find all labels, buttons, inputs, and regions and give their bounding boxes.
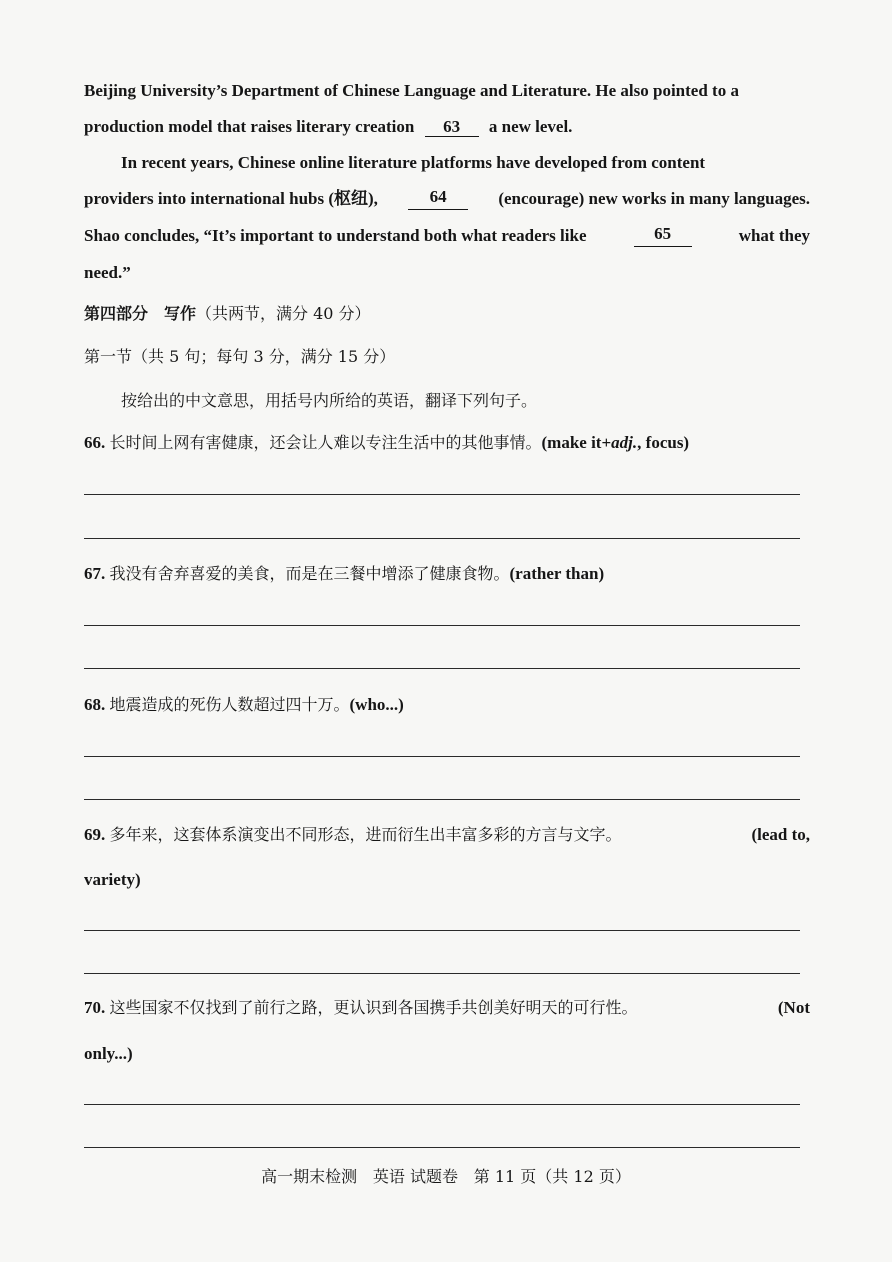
passage-line-1 [84,80,810,102]
answer-line[interactable] [84,538,800,539]
footer-subject: 英语 试题卷 [372,1167,459,1186]
question-text: 地震造成的死伤人数超过四十万。 [109,695,350,714]
subsection-title: 第一节（共 5 句；每句 3 分，满分 15 分） [84,347,396,366]
question-hint: (rather than) [509,564,605,583]
passage-line-6 [84,262,810,284]
passage-line-2 [84,116,810,138]
question-hint: (who...) [349,695,404,714]
question-number: 68. [84,695,106,714]
question-text: 这些国家不仅找到了前行之路，更认识到各国携手共创美好明天的可行性。 [109,998,638,1017]
passage-text: need.” [84,263,131,282]
question-number: 67. [84,564,106,583]
question-hint: , focus) [637,433,690,452]
passage-text: (encourage) new works in many languages. [498,189,810,208]
answer-line[interactable] [84,1147,800,1148]
passage-text: In recent years, Chinese online literature platforms have developed from content [121,153,706,172]
question-hint: variety) [84,870,141,889]
answer-line[interactable] [84,625,800,626]
question-number: 70. [84,998,106,1017]
question-69-cont [84,869,810,891]
answer-line[interactable] [84,930,800,931]
question-text: 我没有舍弃喜爱的美食，而是在三餐中增添了健康食物。 [109,564,510,583]
instruction [121,390,810,412]
passage-line-3 [121,152,810,174]
page-footer [0,1164,892,1187]
question-67 [84,563,810,585]
question-text: 多年来，这套体系演变出不同形态，进而衍生出丰富多彩的方言与文字。 [109,825,622,844]
instruction-text: 按给出的中文意思，用括号内所给的英语，翻译下列句子。 [121,391,538,410]
answer-line[interactable] [84,668,800,669]
answer-line[interactable] [84,1104,800,1105]
section-note: （共两节，满分 40 分） [196,304,371,323]
answer-line[interactable] [84,756,800,757]
blank-64: 64 [408,188,468,210]
footer-page-number: 第 11 页（共 12 页） [473,1167,631,1186]
question-hint: (make it+ [541,433,612,452]
question-66 [84,432,810,454]
question-number: 66. [84,433,106,452]
question-main [84,997,638,1019]
answer-line[interactable] [84,494,800,495]
question-69 [84,824,810,846]
passage-text: Beijing University’s Department of Chinese Language and Literature. He also pointed to a [84,81,739,100]
answer-line[interactable] [84,799,800,800]
passage-line-5 [84,225,810,247]
answer-line[interactable] [84,973,800,974]
question-70 [84,997,810,1019]
blank-63: 63 [425,118,479,137]
footer-exam: 高一期末检测 [261,1167,358,1186]
question-hint: (lead to, [751,825,810,844]
passage-text: Shao concludes, “It’s important to understand both what readers like [84,226,587,245]
question-70-cont [84,1043,810,1065]
question-hint: (Not [777,998,810,1017]
passage-text: providers into international hubs (枢纽), [84,189,378,208]
section-title: 第四部分 写作 [84,304,197,323]
question-68 [84,694,810,716]
question-hint: only...) [84,1044,133,1063]
question-main [84,824,622,846]
passage-text: what they [738,226,810,245]
question-hint-italic: adj. [611,433,638,452]
passage-line-4 [84,188,810,210]
passage-text: a new level. [488,117,573,136]
question-number: 69. [84,825,106,844]
section-heading [84,303,810,325]
question-text: 长时间上网有害健康，还会让人难以专注生活中的其他事情。 [109,433,542,452]
passage-text: production model that raises literary creation [84,117,415,136]
subsection-heading [84,346,810,368]
blank-65: 65 [634,225,692,247]
